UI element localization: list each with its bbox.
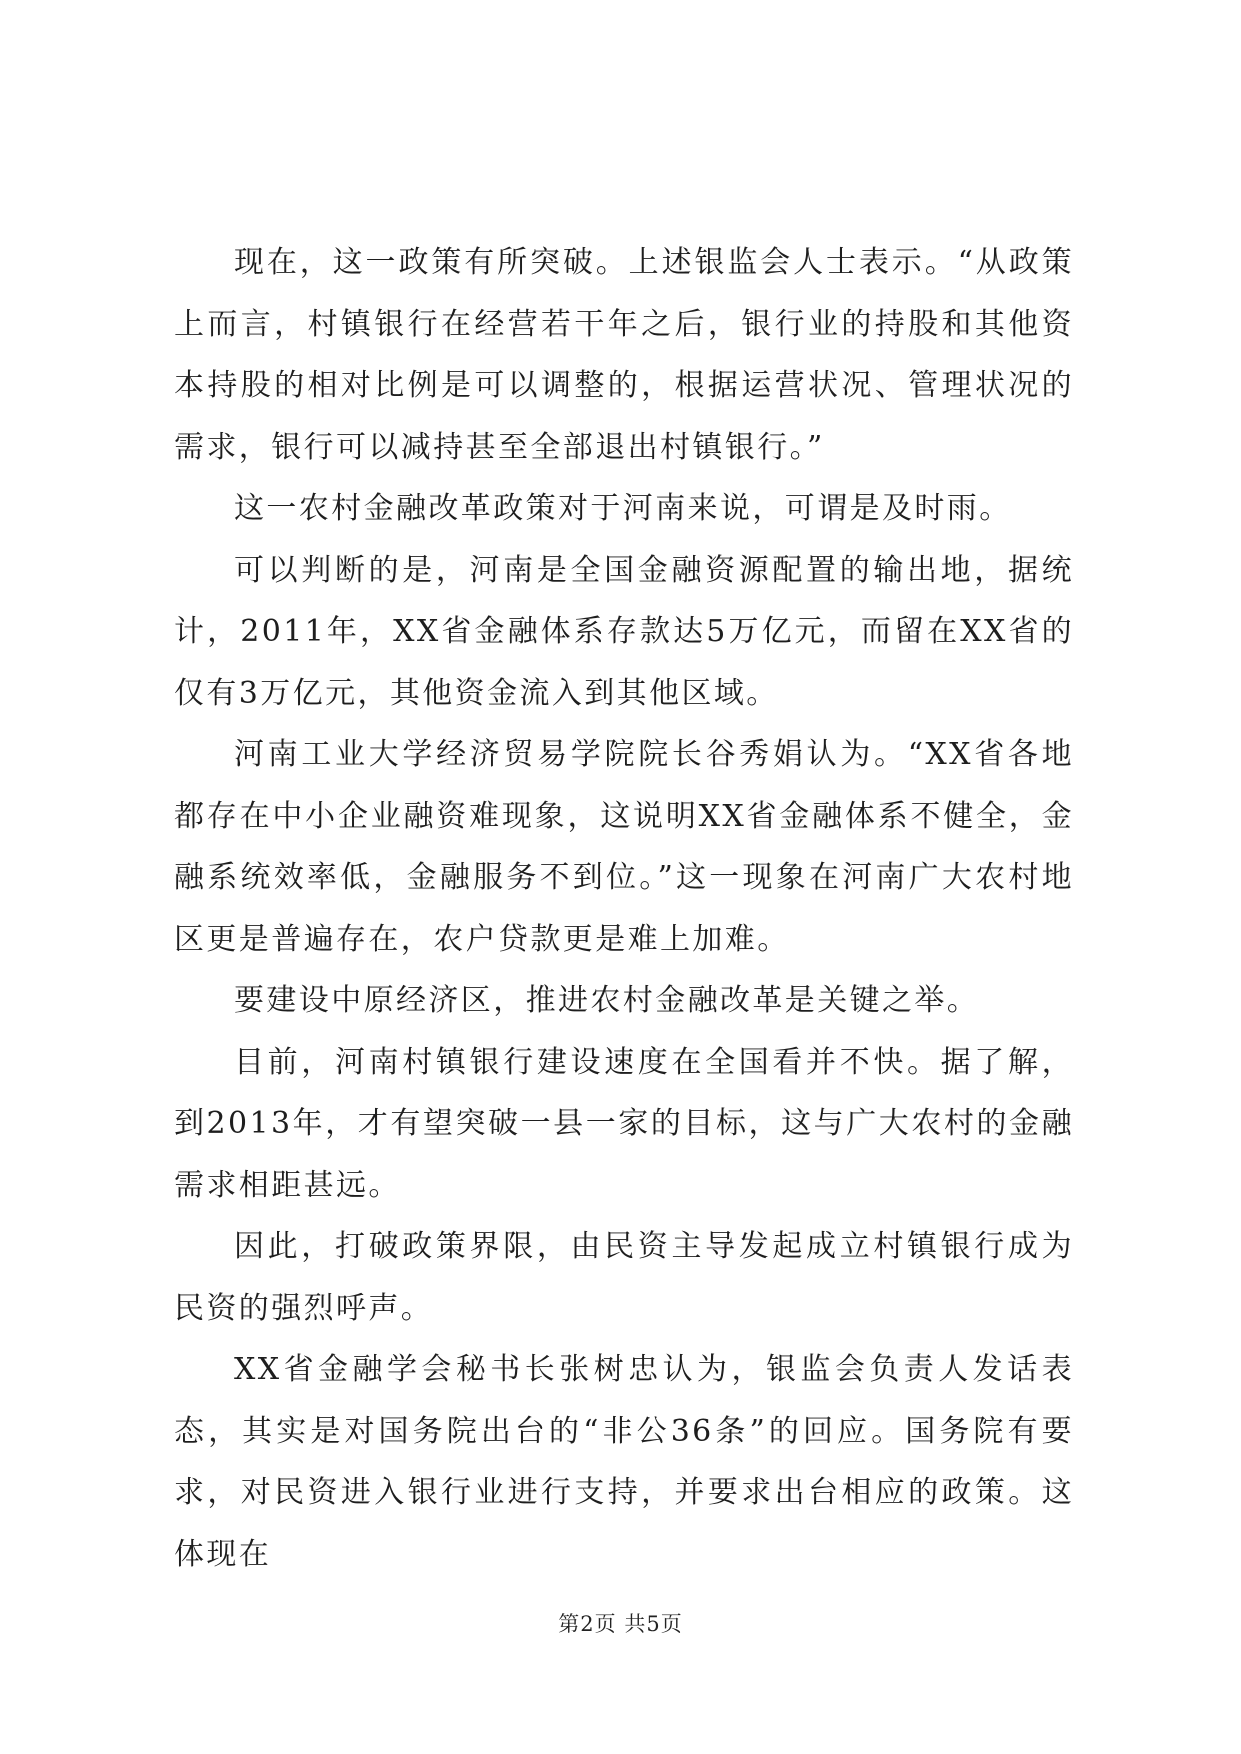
paragraph-2: 这一农村金融改革政策对于河南来说，可谓是及时雨。 <box>234 491 1012 526</box>
paragraph-6: 目前，河南村镇银行建设速度在全国看并不快。据了解，到2013年，才有望突破一县一家的目标，这与广大农村的金融需求相距甚远。 <box>174 1044 1074 1203</box>
paragraph-7: 因此，打破政策界限，由民资主导发起成立村镇银行成为民资的强烈呼声。 <box>174 1229 1074 1326</box>
paragraph-1: 现在，这一政策有所突破。上述银监会人士表示。“从政策上而言，村镇银行在经营若干年之后，银行业的持股和其他资本持股的相对比例是可以调整的，根据运营状况、管理状况的需求，银行可以减持甚至全部退出村镇银行。” <box>174 245 1074 465</box>
document-body <box>174 232 1074 1585</box>
paragraph-3: 可以判断的是，河南是全国金融资源配置的输出地，据统计，2011年，XX省金融体系存款达5万亿元，而留在XX省的仅有3万亿元，其他资金流入到其他区域。 <box>174 552 1074 711</box>
paragraph-5: 要建设中原经济区，推进农村金融改革是关键之举。 <box>234 983 980 1018</box>
page-footer: 第2页 共5页 <box>558 1612 683 1636</box>
paragraph-8: XX省金融学会秘书长张树忠认为，银监会负责人发话表态，其实是对国务院出台的“非公36条”的回应。国务院有要求，对民资进入银行业进行支持，并要求出台相应的政策。这体现在 <box>174 1352 1074 1572</box>
paragraph-4: 河南工业大学经济贸易学院院长谷秀娟认为。“XX省各地都存在中小企业融资难现象，这说明XX省金融体系不健全，金融系统效率低，金融服务不到位。”这一现象在河南广大农村地区更是普遍存在，农户贷款更是难上加难。 <box>174 737 1074 957</box>
